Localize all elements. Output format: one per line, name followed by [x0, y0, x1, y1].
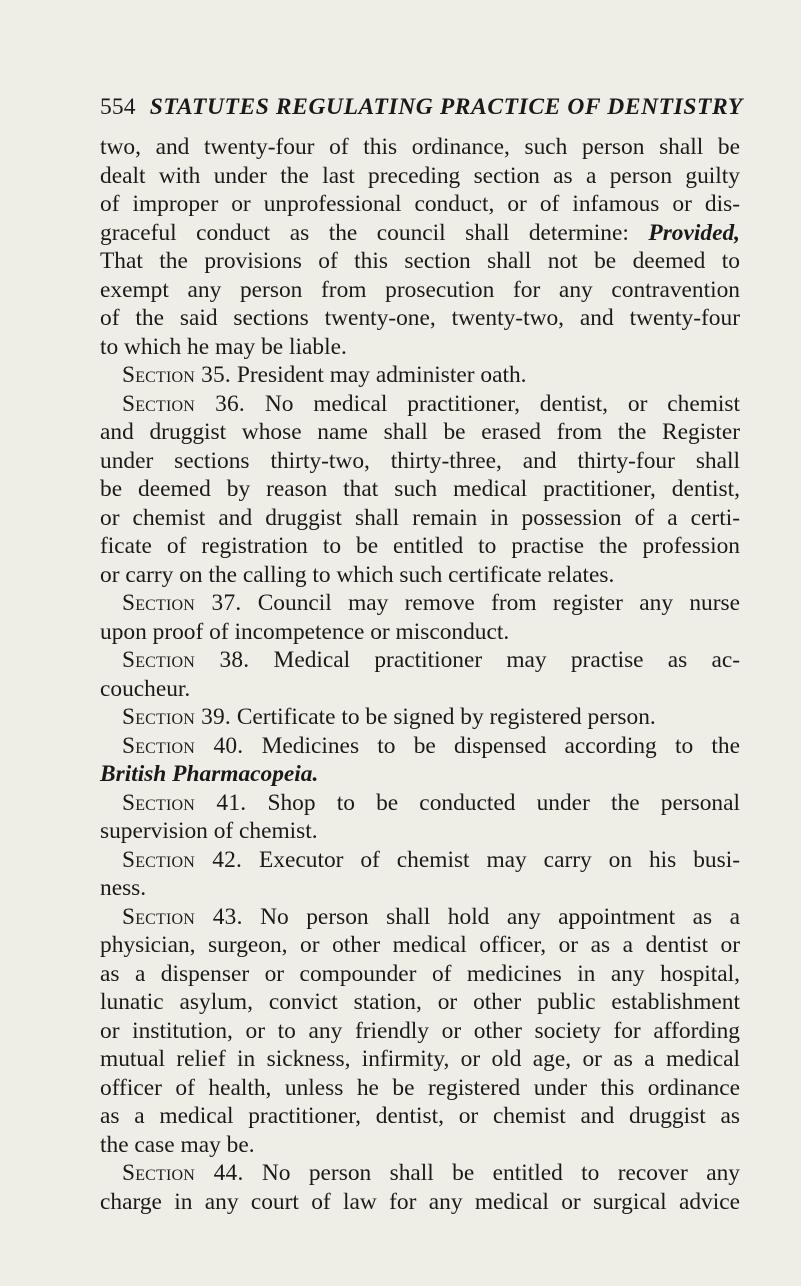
section-text: No person shall be entitled to recover any [261, 1160, 740, 1186]
text-line: of improper or unprofessional conduct, or of infamous or dis- [100, 191, 740, 217]
section-text: Medical practitioner may practise as ac- [273, 647, 740, 673]
text-fragment: graceful conduct as the council shall determine: [100, 219, 629, 246]
text-line: officer of health, unless he be registered under this ordinance [100, 1074, 740, 1101]
section-text: Executor of chemist may carry on his busi- [259, 846, 741, 873]
section-label: Section 35. [122, 362, 231, 388]
section-text: No medical practitioner, dentist, or chemist [264, 390, 741, 417]
running-header [100, 92, 743, 122]
text-line: to which he may be liable. [100, 333, 347, 360]
text-line: dealt with under the last preceding section as a person guilty [100, 162, 740, 189]
text-line-with-proviso [100, 219, 740, 248]
text-line: be deemed by reason that such medical practitioner, dentist, [100, 476, 740, 502]
section-text: Shop to be conducted under the personal [267, 789, 740, 816]
section-label: Section 37. [122, 590, 242, 616]
text-line: as a medical practitioner, dentist, or chemist and druggist as [100, 1103, 740, 1129]
section-40 [100, 732, 740, 761]
section-label: Section 36. [122, 390, 245, 417]
proviso-label: Provided, [648, 219, 740, 246]
text-line: That the provisions of this section shall not be deemed to [100, 248, 740, 274]
text-line: of the said sections twenty-one, twenty-two, and twenty-four [100, 305, 740, 331]
section-37 [100, 589, 740, 618]
text-line: under sections thirty-two, thirty-three, and thirty-four shall [100, 447, 740, 474]
section-41 [100, 789, 740, 818]
section-label: Section 43. [122, 903, 243, 930]
section-text: Medicines to be dispensed according to the [261, 732, 741, 759]
text-line: the case may be. [100, 1131, 255, 1158]
section-label: Section 40. [122, 732, 244, 759]
section-text: Council may remove from register any nurse [257, 590, 740, 616]
text-line: lunatic asylum, convict station, or other public establishment [100, 989, 740, 1015]
section-42 [100, 846, 740, 875]
text-line: as a dispenser or compounder of medicines in any hospital, [100, 960, 740, 987]
section-36 [100, 390, 740, 419]
text-line: coucheur. [100, 675, 191, 702]
section-35 [100, 361, 740, 390]
text-line-italic: British Pharmacopeia. [100, 761, 319, 787]
text-line: supervision of chemist. [100, 818, 318, 844]
section-label: Section 38. [122, 647, 250, 673]
text-line: ness. [100, 875, 147, 901]
running-title: STATUTES REGULATING PRACTICE OF DENTISTRY [149, 94, 743, 120]
text-line: mutual relief in sickness, infirmity, or old age, or as a medical [100, 1046, 740, 1072]
section-38 [100, 646, 740, 675]
section-text: No person shall hold any appointment as a [260, 903, 740, 930]
section-label: Section 39. [122, 704, 231, 730]
text-line: or institution, or to any friendly or other society for affording [100, 1017, 740, 1044]
page-number: 554 [100, 94, 136, 120]
body-text [100, 133, 740, 1216]
text-line: physician, surgeon, or other medical officer, or as a dentist or [100, 932, 740, 958]
text-line: exempt any person from prosecution for any contravention [100, 276, 740, 303]
text-line: charge in any court of law for any medical or surgical advice [100, 1188, 740, 1215]
section-label: Section 44. [122, 1160, 244, 1186]
section-43 [100, 903, 740, 932]
text-line: upon proof of incompetence or misconduct. [100, 618, 510, 645]
section-label: Section 42. [122, 846, 243, 873]
text-line: or carry on the calling to which such certificate relates. [100, 561, 615, 588]
section-39 [100, 703, 740, 732]
section-label: Section 41. [122, 789, 247, 816]
text-line: two, and twenty-four of this ordinance, such person shall be [100, 134, 740, 160]
section-text: President may administer oath. [236, 362, 527, 388]
text-line: and druggist whose name shall be erased from the Register [100, 419, 740, 445]
section-text: Certificate to be signed by registered person. [236, 704, 656, 730]
text-line: ficate of registration to be entitled to practise the profession [100, 533, 740, 559]
text-line: or chemist and druggist shall remain in possession of a certi- [100, 504, 740, 531]
section-44 [100, 1159, 740, 1188]
